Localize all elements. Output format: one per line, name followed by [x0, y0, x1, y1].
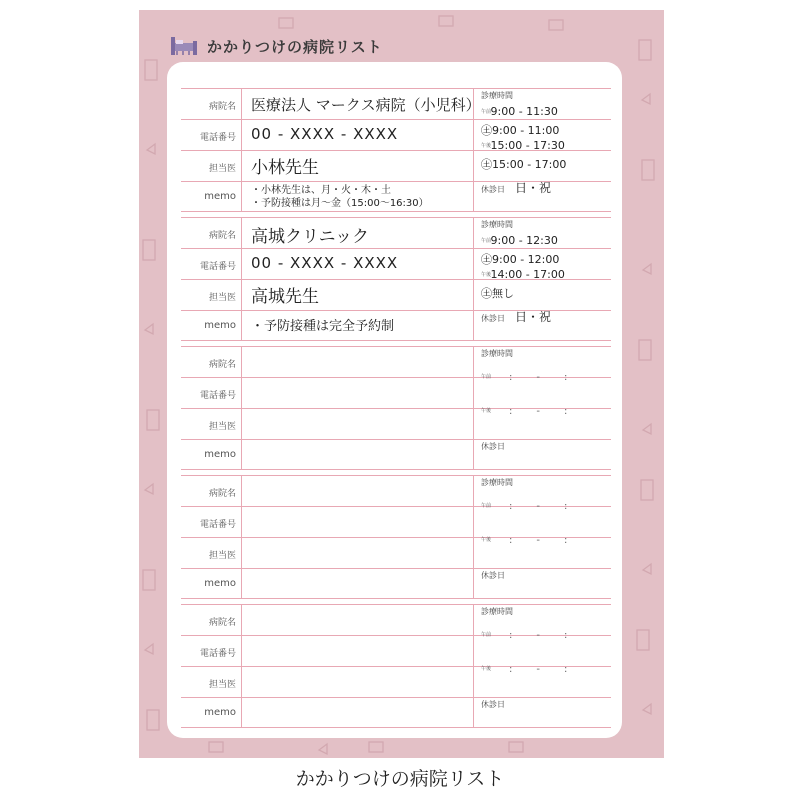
hospital-name-value: 医療法人 マークス病院（小児科）	[251, 96, 481, 114]
hours-row-am: 午前 : - :	[481, 501, 568, 512]
image-caption: かかりつけの病院リスト	[295, 768, 505, 790]
memo-label: memo	[204, 320, 236, 331]
hospital-name-label: 病院名	[208, 231, 236, 241]
hours-row-am: 午前 : - :	[481, 372, 568, 383]
phone-label: 電話番号	[199, 262, 236, 272]
hours-row-am: 午前 9:00 - 11:30	[481, 105, 558, 118]
hours-title: 診療時間	[481, 607, 513, 616]
sheet-header	[169, 32, 383, 60]
phone-label: 電話番号	[199, 649, 236, 659]
doctor-value: 高城先生	[251, 287, 319, 307]
sheet-title: かかりつけの病院リスト	[207, 37, 383, 56]
hospital-name-label: 病院名	[208, 489, 236, 499]
hospital-entry-1	[181, 88, 611, 212]
doctor-label: 担当医	[208, 422, 236, 432]
hospital-entry-5	[181, 604, 611, 728]
bed-icon	[169, 35, 199, 57]
memo-line-1: ・予防接種は完全予約制	[251, 319, 395, 334]
hours-title: 診療時間	[481, 91, 513, 100]
doctor-label: 担当医	[208, 680, 236, 690]
hours-title: 診療時間	[481, 349, 513, 358]
hours-row-pm: 午後 : - :	[481, 406, 568, 417]
hours-row-pm: 午後 15:00 - 17:30	[481, 139, 565, 152]
memo-label: memo	[204, 191, 236, 202]
hospital-name-label: 病院名	[208, 618, 236, 628]
hospital-name-label: 病院名	[208, 102, 236, 112]
hours-row-pm: 午後 : - :	[481, 664, 568, 675]
doctor-label: 担当医	[208, 164, 236, 174]
hours-row-pm: 午後 14:00 - 17:00	[481, 268, 565, 281]
hours-row-pm: 午後 : - :	[481, 535, 568, 546]
hours-title: 診療時間	[481, 220, 513, 229]
hours-row-am: 午前 9:00 - 12:30	[481, 234, 558, 247]
phone-label: 電話番号	[199, 391, 236, 401]
closed-days: 休診日	[481, 571, 505, 580]
phone-value: 00 - XXXX - XXXX	[251, 254, 399, 272]
doctor-value: 小林先生	[251, 158, 319, 178]
hours-row-am-sat: ㊏9:00 - 11:00	[481, 124, 560, 137]
hours-title: 診療時間	[481, 478, 513, 487]
closed-days: 休診日 日・祝	[481, 181, 552, 195]
phone-label: 電話番号	[199, 520, 236, 530]
hospital-name-label: 病院名	[208, 360, 236, 370]
doctor-label: 担当医	[208, 293, 236, 303]
list-card	[167, 62, 622, 738]
hours-row-am-sat: ㊏9:00 - 12:00	[481, 253, 560, 266]
memo-line-2: ・予防接種は月～金（15:00～16:30）	[251, 198, 429, 209]
hours-row-pm-sat: ㊏無し	[481, 287, 514, 300]
memo-label: memo	[204, 578, 236, 589]
hours-row-am: 午前 : - :	[481, 630, 568, 641]
hospital-name-value: 高城クリニック	[251, 227, 369, 247]
hospital-entry-4	[181, 475, 611, 599]
phone-label: 電話番号	[199, 133, 236, 143]
closed-days: 休診日	[481, 700, 505, 709]
hospital-entry-3	[181, 346, 611, 470]
phone-value: 00 - XXXX - XXXX	[251, 125, 399, 143]
memo-label: memo	[204, 449, 236, 460]
hours-row-pm-sat: ㊏15:00 - 17:00	[481, 158, 567, 171]
memo-label: memo	[204, 707, 236, 718]
doctor-label: 担当医	[208, 551, 236, 561]
hospital-entry-2	[181, 217, 611, 341]
memo-line-1: ・小林先生は、月・火・木・土	[251, 185, 391, 196]
closed-days: 休診日 日・祝	[481, 310, 552, 324]
closed-days: 休診日	[481, 442, 505, 451]
hospital-list-sheet	[139, 10, 664, 758]
